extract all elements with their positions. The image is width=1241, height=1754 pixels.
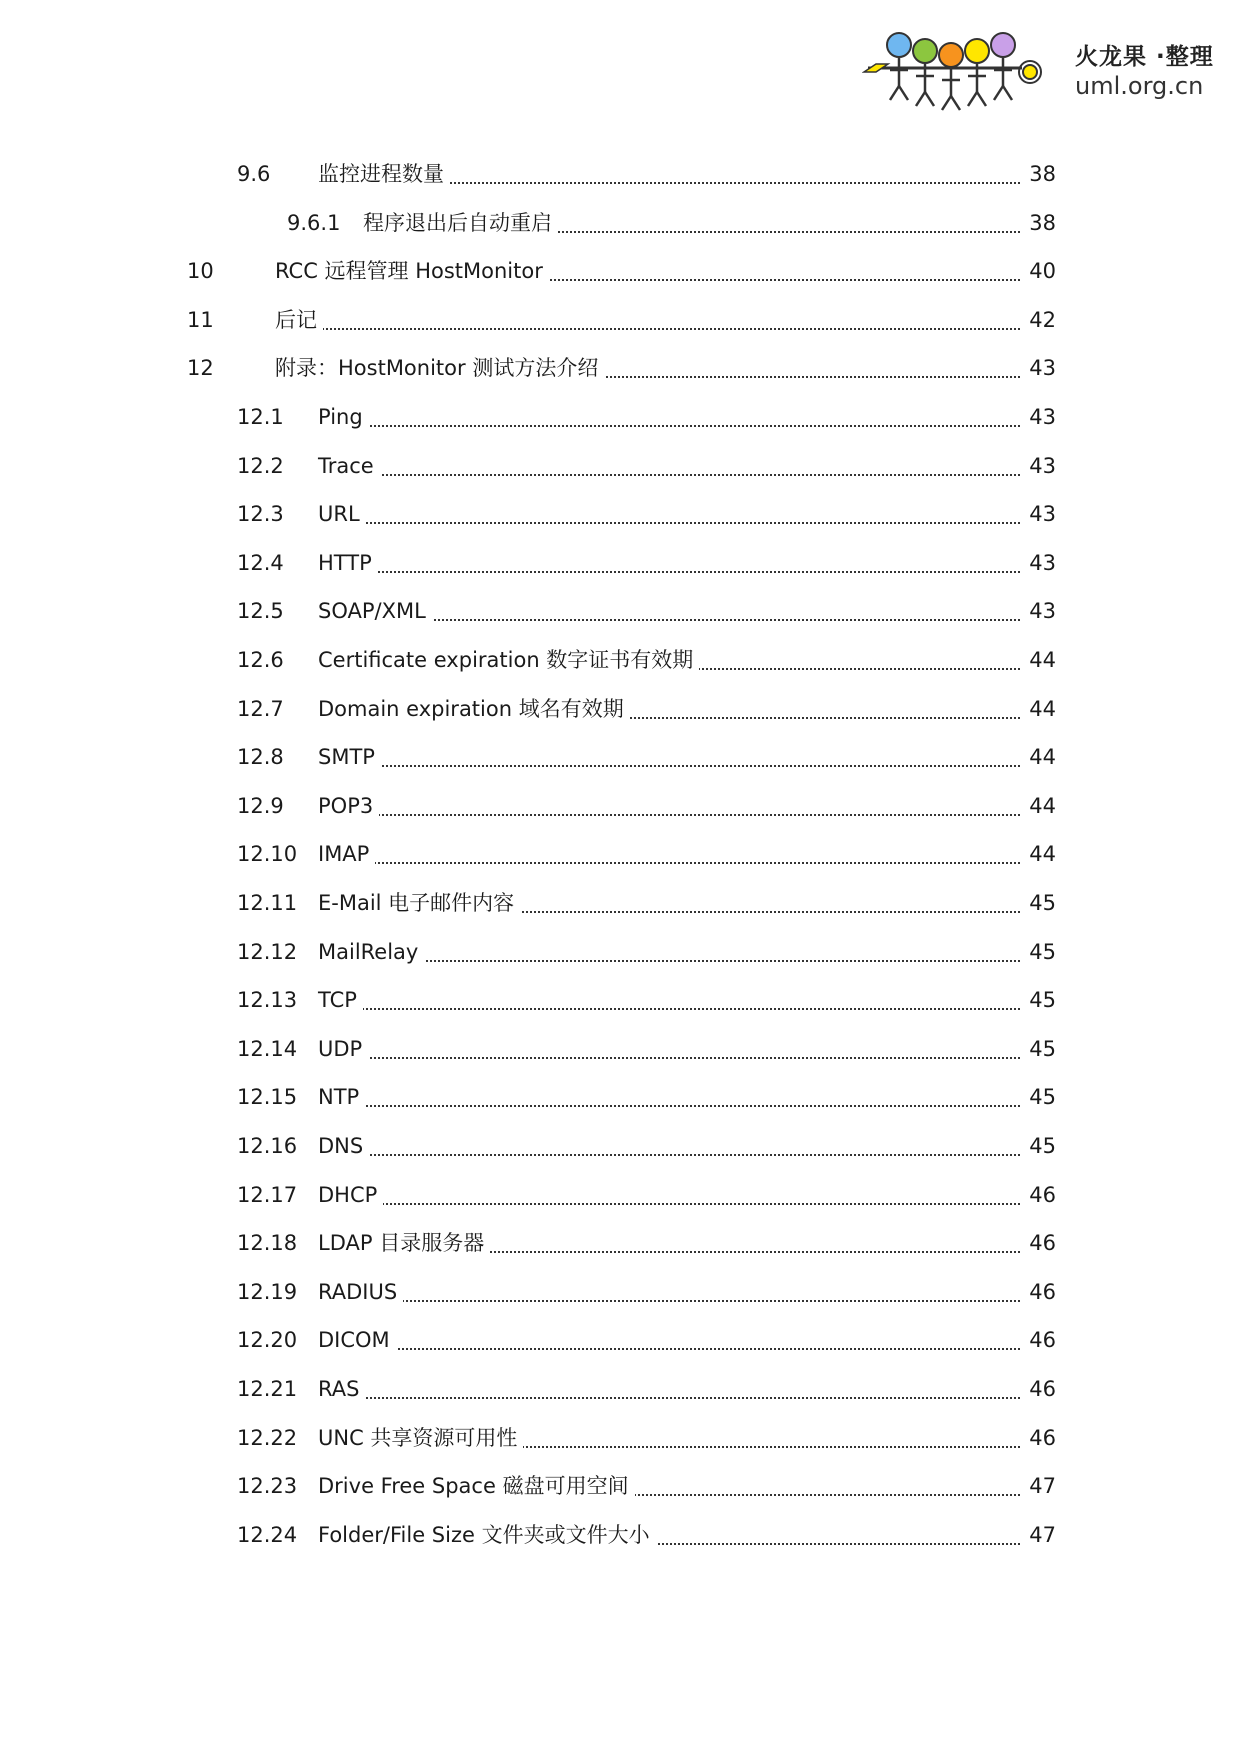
toc-entry-title: DICOM — [318, 1324, 396, 1356]
toc-entry-number: 12.22 — [237, 1425, 298, 1450]
toc-entry[interactable] — [0, 693, 1241, 725]
toc-entry-page: 45 — [1022, 1081, 1056, 1113]
toc-entry-title: TCP — [318, 984, 363, 1016]
toc-entry-title: Domain expiration 域名有效期 — [318, 693, 630, 725]
toc-dot-leader — [318, 442, 1048, 476]
toc-entry-number: 12.11 — [237, 891, 298, 915]
toc-entry-page: 44 — [1022, 838, 1056, 870]
toc-entry-title: HTTP — [318, 547, 378, 579]
toc-entry-title: DNS — [318, 1130, 369, 1162]
toc-dot-leader — [318, 539, 1048, 573]
toc-entry[interactable] — [0, 887, 1241, 919]
toc-entry[interactable] — [0, 1276, 1241, 1308]
toc-entry-title: RAS — [318, 1373, 365, 1405]
toc-entry-title: 监控进程数量 — [318, 158, 450, 190]
toc-entry[interactable] — [0, 1081, 1241, 1113]
toc-entry-page: 46 — [1022, 1227, 1056, 1259]
toc-entry-title: URL — [318, 498, 366, 530]
toc-entry-page: 43 — [1022, 595, 1056, 627]
toc-entry-title: E-Mail 电子邮件内容 — [318, 887, 520, 919]
toc-dot-leader — [318, 1316, 1048, 1350]
toc-dot-leader — [318, 1171, 1048, 1205]
toc-entry-title: 后记 — [275, 304, 323, 336]
toc-entry-number: 12.4 — [237, 550, 284, 575]
toc-entry-page: 43 — [1022, 498, 1056, 530]
toc-entry-title: SOAP/XML — [318, 595, 432, 627]
toc-entry-page: 38 — [1022, 207, 1056, 239]
toc-entry-page: 46 — [1022, 1422, 1056, 1454]
toc-entry-page: 46 — [1022, 1179, 1056, 1211]
toc-entry-number: 12.20 — [237, 1328, 298, 1353]
toc-dot-leader — [318, 1025, 1048, 1059]
toc-entry-number: 12.12 — [237, 939, 298, 964]
toc-entry-number: 12.8 — [237, 745, 284, 770]
toc-entry-number: 12.21 — [237, 1377, 298, 1401]
toc-entry-number: 12.23 — [237, 1474, 298, 1499]
toc-entry[interactable] — [0, 498, 1241, 530]
toc-dot-leader — [275, 296, 1048, 330]
toc-entry-page: 43 — [1022, 352, 1056, 384]
toc-entry-number: 12.15 — [237, 1085, 298, 1110]
toc-entry-number: 12.13 — [237, 988, 298, 1013]
toc-entry-title: Ping — [318, 401, 369, 433]
toc-entry[interactable] — [0, 1324, 1241, 1356]
toc-entry[interactable] — [0, 401, 1241, 433]
toc-entry-page: 38 — [1022, 158, 1056, 190]
toc-entry-page: 47 — [1022, 1470, 1056, 1502]
logo-title: 火龙果 ·整理 — [1075, 44, 1214, 70]
toc-entry-number: 11 — [187, 307, 214, 332]
toc-entry[interactable] — [0, 255, 1241, 287]
toc-entry-page: 43 — [1022, 401, 1056, 433]
toc-entry-number: 12.9 — [237, 793, 284, 818]
toc-entry[interactable] — [0, 1422, 1241, 1454]
toc-entry-number: 12.2 — [237, 453, 284, 478]
toc-dot-leader — [318, 1365, 1048, 1399]
toc-entry-number: 9.6 — [237, 162, 271, 186]
toc-entry-title: NTP — [318, 1081, 365, 1113]
toc-entry-title: Drive Free Space 磁盘可用空间 — [318, 1470, 635, 1502]
logo-url: uml.org.cn — [1075, 72, 1204, 100]
toc-entry-page: 44 — [1022, 693, 1056, 725]
toc-entry[interactable] — [0, 207, 1241, 239]
toc-entry-page: 43 — [1022, 450, 1056, 482]
toc-entry[interactable] — [0, 352, 1241, 384]
toc-entry-title: RCC 远程管理 HostMonitor — [275, 255, 549, 287]
toc-entry-page: 44 — [1022, 741, 1056, 773]
toc-entry[interactable] — [0, 1130, 1241, 1162]
toc-entry-title: LDAP 目录服务器 — [318, 1227, 490, 1259]
toc-entry-title: 附录：HostMonitor 测试方法介绍 — [275, 352, 604, 384]
toc-entry-page: 44 — [1022, 644, 1056, 676]
toc-entry-page: 45 — [1022, 936, 1056, 968]
toc-entry[interactable] — [0, 936, 1241, 968]
toc-dot-leader — [318, 782, 1048, 816]
toc-entry-page: 43 — [1022, 547, 1056, 579]
toc-entry-title: 程序退出后自动重启 — [363, 207, 558, 239]
toc-entry[interactable] — [0, 158, 1241, 190]
toc-entry-number: 12.17 — [237, 1182, 298, 1207]
toc-entry[interactable] — [0, 741, 1241, 773]
toc-entry[interactable] — [0, 547, 1241, 579]
toc-entry-title: POP3 — [318, 790, 379, 822]
toc-entry-title: UNC 共享资源可用性 — [318, 1422, 523, 1454]
toc-entry-title: UDP — [318, 1033, 368, 1065]
toc-entry-page: 46 — [1022, 1324, 1056, 1356]
toc-entry[interactable] — [0, 1033, 1241, 1065]
toc-dot-leader — [318, 733, 1048, 767]
toc-entry-page: 45 — [1022, 1130, 1056, 1162]
toc-dot-leader — [318, 1073, 1048, 1107]
toc-entry-page: 40 — [1022, 255, 1056, 287]
toc-entry-number: 12.6 — [237, 648, 284, 672]
toc-entry-page: 45 — [1022, 1033, 1056, 1065]
toc-entry-title: MailRelay — [318, 936, 424, 968]
toc-entry-number: 12.3 — [237, 502, 284, 527]
toc-entry-number: 12.10 — [237, 842, 298, 867]
toc-dot-leader — [318, 928, 1048, 962]
toc-entry-page: 45 — [1022, 887, 1056, 919]
toc-entry[interactable] — [0, 838, 1241, 870]
toc-entry[interactable] — [0, 1179, 1241, 1211]
toc-entry[interactable] — [0, 1227, 1241, 1259]
toc-entry-number: 12.5 — [237, 599, 284, 624]
toc-entry-number: 12.16 — [237, 1134, 298, 1158]
toc-entry-title: SMTP — [318, 741, 381, 773]
toc-entry[interactable] — [0, 644, 1241, 676]
toc-entry-number: 12.19 — [237, 1279, 298, 1304]
toc-dot-leader — [318, 1122, 1048, 1156]
toc-entry[interactable] — [0, 595, 1241, 627]
toc-entry-number: 12.14 — [237, 1036, 298, 1061]
toc-entry-number: 9.6.1 — [287, 210, 341, 235]
toc-entry[interactable] — [0, 984, 1241, 1016]
toc-entry[interactable] — [0, 790, 1241, 822]
toc-entry[interactable] — [0, 304, 1241, 336]
toc-entry-page: 47 — [1022, 1519, 1056, 1551]
toc-entry-page: 46 — [1022, 1276, 1056, 1308]
toc-entry-number: 12 — [187, 356, 214, 381]
toc-entry-page: 45 — [1022, 984, 1056, 1016]
toc-dot-leader — [318, 830, 1048, 864]
toc-entry-title: Trace — [318, 450, 380, 482]
toc-dot-leader — [318, 490, 1048, 524]
toc-entry[interactable] — [0, 1470, 1241, 1502]
toc-entry-title: DHCP — [318, 1179, 383, 1211]
toc-dot-leader — [318, 1268, 1048, 1302]
toc-entry-number: 12.24 — [237, 1522, 298, 1547]
toc-entry-number: 12.18 — [237, 1231, 298, 1256]
toc-dot-leader — [318, 393, 1048, 427]
toc-entry-number: 12.1 — [237, 405, 284, 429]
toc-entry-title: RADIUS — [318, 1276, 403, 1308]
toc-entry-title: IMAP — [318, 838, 375, 870]
toc-dot-leader — [318, 976, 1048, 1010]
toc-entry-page: 44 — [1022, 790, 1056, 822]
toc-entry-title: Folder/File Size 文件夹或文件大小 — [318, 1519, 656, 1551]
toc-entry-page: 42 — [1022, 304, 1056, 336]
toc-entry[interactable] — [0, 450, 1241, 482]
toc-entry-title: Certificate expiration 数字证书有效期 — [318, 644, 699, 676]
toc-entry-number: 12.7 — [237, 696, 284, 721]
toc-entry[interactable] — [0, 1373, 1241, 1405]
toc-entry-number: 10 — [187, 259, 214, 284]
toc-entry-page: 46 — [1022, 1373, 1056, 1405]
toc-entry[interactable] — [0, 1519, 1241, 1551]
